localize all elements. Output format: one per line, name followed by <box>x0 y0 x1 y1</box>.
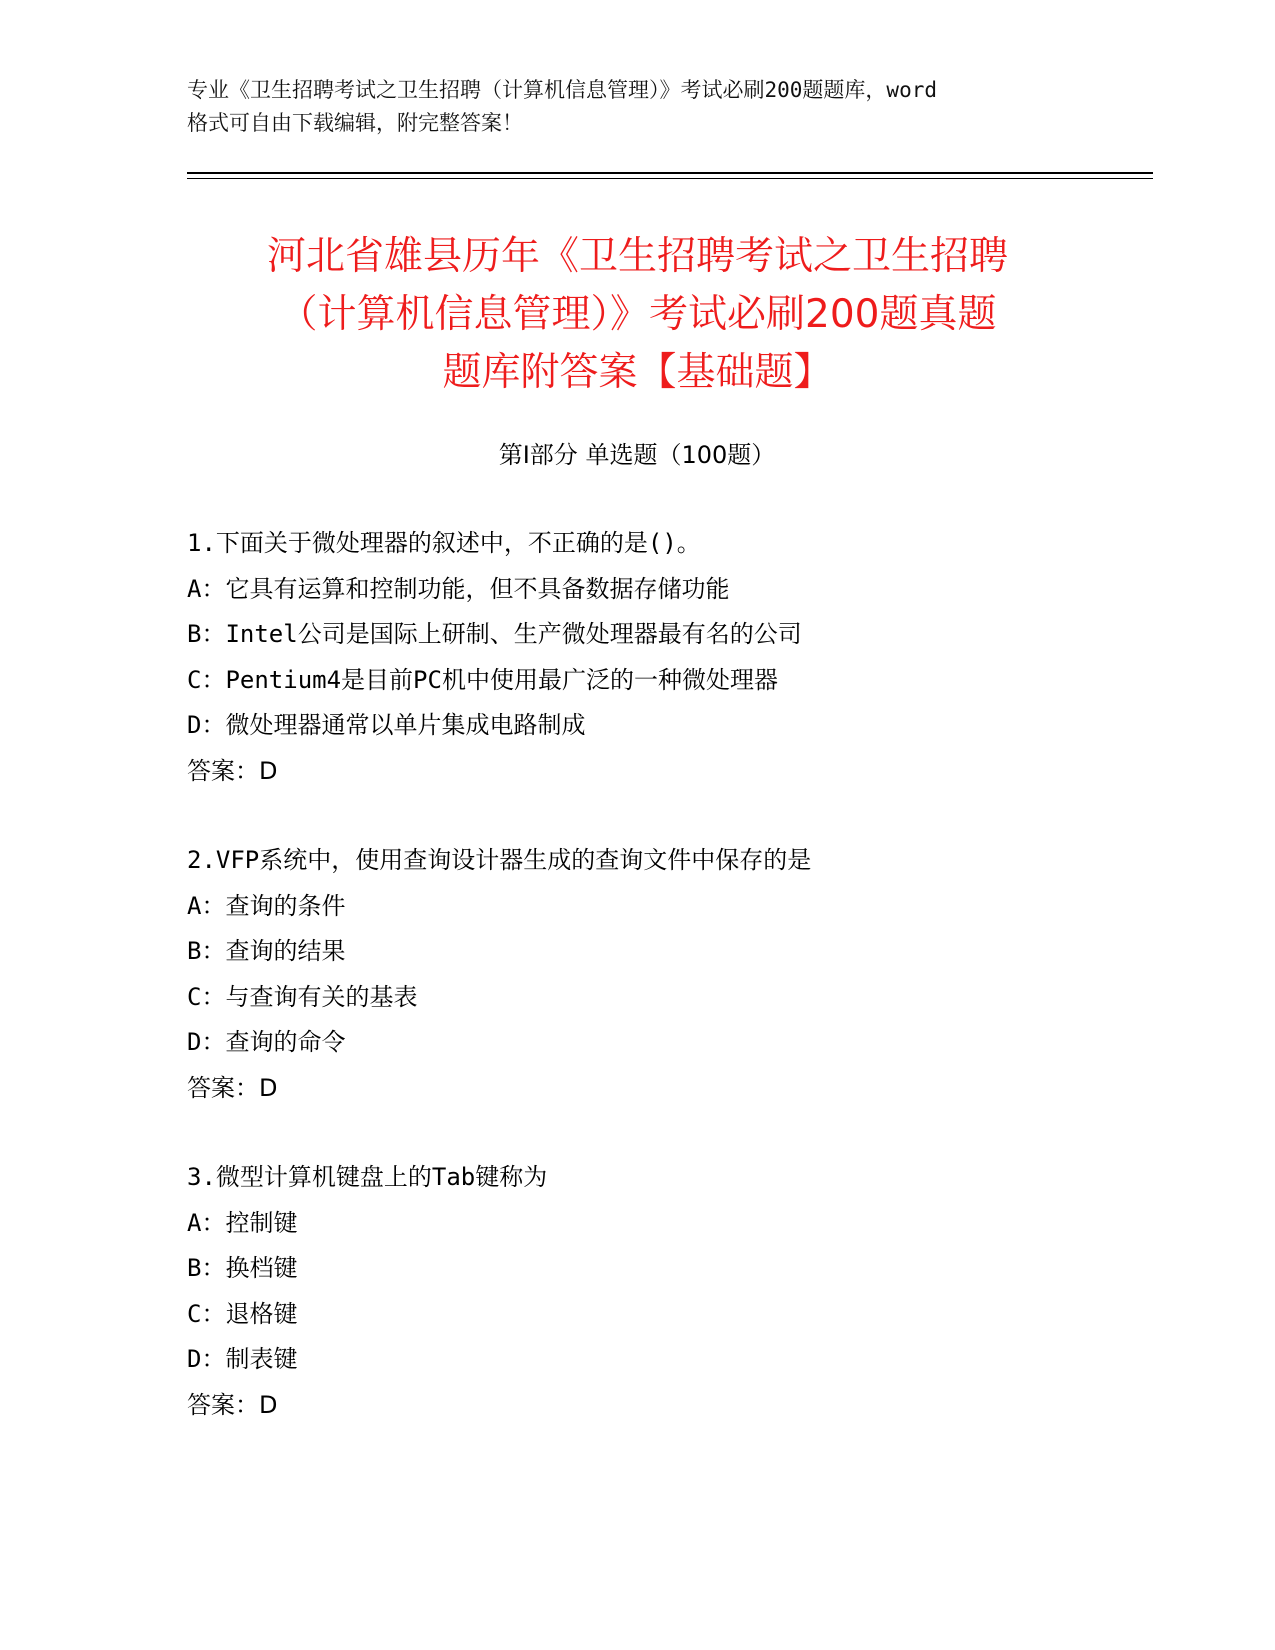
document-title <box>160 228 1115 402</box>
document-title-line-1: 河北省雄县历年《卫生招聘考试之卫生招聘 <box>266 234 1008 279</box>
document-title-line-3: 题库附答案【基础题】 <box>442 350 833 395</box>
question-stem: 3.微型计算机键盘上的Tab键称为 <box>187 1163 548 1191</box>
header-note-line-1: 专业《卫生招聘考试之卫生招聘（计算机信息管理）》考试必刷200题题库，word <box>187 78 937 102</box>
question-stem: 1.下面关于微处理器的叙述中，不正确的是()。 <box>187 529 701 557</box>
answer: 答案：D <box>187 1390 278 1419</box>
header-note-line-2: 格式可自由下载编辑，附完整答案！ <box>187 111 523 135</box>
option-c: C：Pentium4是目前PC机中使用最广泛的一种微处理器 <box>187 665 778 694</box>
question-3 <box>187 1155 1127 1428</box>
option-b: B：查询的结果 <box>187 937 346 965</box>
option-b: B：Intel公司是国际上研制、生产微处理器最有名的公司 <box>187 620 802 648</box>
option-a: A：它具有运算和控制功能，但不具备数据存储功能 <box>187 574 730 603</box>
option-d: D：制表键 <box>187 1345 298 1373</box>
option-d: D：微处理器通常以单片集成电路制成 <box>187 711 586 739</box>
option-d: D：查询的命令 <box>187 1028 346 1056</box>
header-divider-top <box>187 172 1153 174</box>
option-c: C：退格键 <box>187 1299 298 1328</box>
option-a: A：查询的条件 <box>187 891 346 920</box>
option-b: B：换档键 <box>187 1254 298 1282</box>
answer: 答案：D <box>187 1073 278 1102</box>
question-stem: 2.VFP系统中，使用查询设计器生成的查询文件中保存的是 <box>187 846 812 874</box>
answer: 答案：D <box>187 756 278 785</box>
question-2 <box>187 838 1127 1111</box>
document-title-line-2: （计算机信息管理）》考试必刷200题真题 <box>278 292 997 337</box>
header-divider-bottom <box>187 178 1153 179</box>
question-1 <box>187 521 1127 794</box>
option-c: C：与查询有关的基表 <box>187 982 418 1011</box>
header-note <box>187 74 1087 140</box>
option-a: A：控制键 <box>187 1208 298 1237</box>
section-heading: 第Ⅰ部分 单选题（100题） <box>498 441 776 469</box>
